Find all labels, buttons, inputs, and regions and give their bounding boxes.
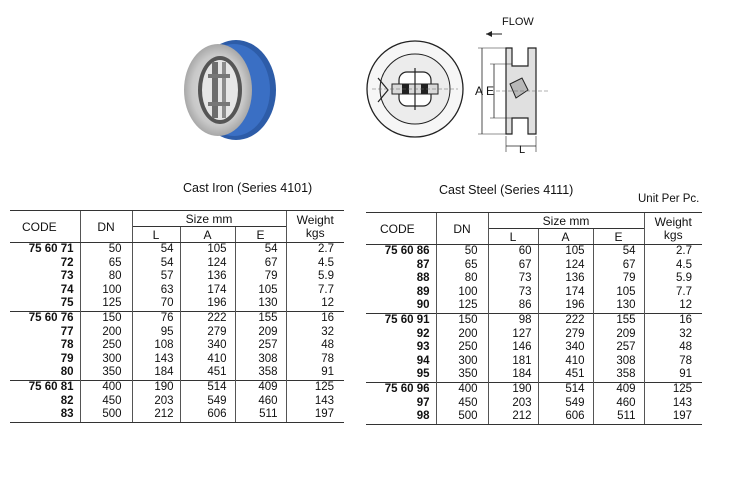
valve-front-view-drawing	[364, 38, 466, 140]
row-dn: 500	[436, 410, 488, 424]
table-row	[10, 311, 344, 325]
row-l: 63	[132, 284, 180, 298]
table-row	[366, 286, 702, 300]
table-row	[10, 243, 344, 257]
row-e: 511	[593, 410, 644, 424]
row-code: 75 60 86	[384, 245, 430, 258]
row-e: 67	[235, 257, 286, 271]
table-row	[366, 259, 702, 273]
row-l: 57	[132, 270, 180, 284]
table-row	[366, 313, 702, 327]
weight-header-line1: Weight	[296, 212, 334, 227]
row-dn: 300	[436, 355, 488, 369]
row-weight: 197	[644, 410, 702, 424]
row-dn: 125	[80, 297, 132, 311]
row-weight: 32	[286, 326, 344, 340]
row-l: 73	[488, 272, 538, 286]
row-weight: 48	[286, 339, 344, 353]
row-code: 95	[416, 368, 430, 381]
row-e: 511	[235, 408, 286, 422]
row-code: 79	[60, 352, 74, 365]
weight-header-line1: Weight	[654, 214, 692, 229]
row-e: 409	[235, 380, 286, 394]
table-row	[10, 380, 344, 394]
row-l: 146	[488, 341, 538, 355]
table-row	[10, 353, 344, 367]
row-l: 212	[132, 408, 180, 422]
row-l: 76	[132, 311, 180, 325]
row-dn: 450	[80, 395, 132, 409]
row-e: 105	[235, 284, 286, 298]
row-e: 130	[235, 297, 286, 311]
row-e: 209	[593, 328, 644, 342]
row-a: 222	[180, 311, 235, 325]
size-header: Size mm	[488, 213, 644, 229]
row-weight: 48	[644, 341, 702, 355]
dimension-a-label: A	[475, 84, 484, 98]
flow-label: FLOW	[502, 16, 534, 28]
row-dn: 350	[436, 368, 488, 382]
row-code: 98	[366, 410, 436, 424]
row-code: 82	[60, 394, 74, 407]
row-e: 130	[593, 299, 644, 313]
row-l: 54	[132, 257, 180, 271]
row-l: 54	[132, 243, 180, 257]
row-dn: 350	[80, 366, 132, 380]
table-row	[366, 245, 702, 259]
row-code: 75	[60, 297, 74, 310]
cast-iron-table	[10, 210, 344, 423]
row-e: 54	[235, 243, 286, 257]
dimension-l-label: L	[519, 144, 526, 156]
row-code: 75 60 76	[10, 311, 80, 325]
cast-steel-table	[366, 212, 702, 425]
row-e: 209	[235, 326, 286, 340]
row-a: 222	[538, 313, 593, 327]
row-weight: 2.7	[286, 243, 344, 257]
row-a: 196	[538, 299, 593, 313]
row-a: 105	[180, 243, 235, 257]
row-l: 86	[488, 299, 538, 313]
table-row	[366, 341, 702, 355]
row-weight: 197	[286, 408, 344, 422]
row-dn: 50	[436, 245, 488, 259]
l-header: L	[488, 229, 538, 245]
row-a: 174	[180, 284, 235, 298]
table-row	[10, 366, 344, 380]
row-code: 92	[416, 327, 430, 340]
row-l: 60	[488, 245, 538, 259]
dn-header: DN	[80, 211, 132, 243]
row-dn: 400	[436, 382, 488, 396]
row-e: 308	[235, 353, 286, 367]
row-weight: 4.5	[286, 257, 344, 271]
a-header: A	[538, 229, 593, 245]
row-l: 190	[132, 380, 180, 394]
row-l: 73	[488, 286, 538, 300]
row-code: 74	[60, 283, 74, 296]
row-weight: 91	[644, 368, 702, 382]
cast-steel-title: Cast Steel (Series 4111)	[439, 183, 574, 197]
row-code: 73	[60, 270, 74, 283]
weight-header-line2: kgs	[305, 225, 325, 240]
table-row	[366, 355, 702, 369]
row-a: 606	[180, 408, 235, 422]
row-dn: 80	[80, 270, 132, 284]
e-header: E	[593, 229, 644, 245]
row-l: 127	[488, 328, 538, 342]
row-dn: 400	[80, 380, 132, 394]
a-header: A	[180, 227, 235, 243]
row-dn: 250	[80, 339, 132, 353]
row-code: 80	[60, 366, 74, 379]
dimension-e-label: E	[486, 84, 495, 98]
row-dn: 150	[436, 313, 488, 327]
table-row	[366, 328, 702, 342]
row-a: 136	[538, 272, 593, 286]
row-e: 409	[593, 382, 644, 396]
row-code: 83	[10, 408, 80, 422]
row-a: 606	[538, 410, 593, 424]
row-a: 279	[180, 326, 235, 340]
table-row	[10, 257, 344, 271]
row-l: 212	[488, 410, 538, 424]
row-e: 358	[593, 368, 644, 382]
row-e: 257	[235, 339, 286, 353]
row-a: 136	[180, 270, 235, 284]
row-a: 549	[538, 397, 593, 411]
row-weight: 12	[644, 299, 702, 313]
row-e: 257	[593, 341, 644, 355]
row-l: 184	[488, 368, 538, 382]
row-weight: 16	[644, 313, 702, 327]
table-row	[10, 408, 344, 422]
row-l: 108	[132, 339, 180, 353]
row-a: 279	[538, 328, 593, 342]
row-code: 87	[416, 258, 430, 271]
row-code: 90	[416, 299, 430, 312]
row-e: 155	[235, 311, 286, 325]
row-e: 105	[593, 286, 644, 300]
row-l: 190	[488, 382, 538, 396]
table-row	[366, 272, 702, 286]
row-weight: 32	[644, 328, 702, 342]
row-weight: 5.9	[644, 272, 702, 286]
row-weight: 91	[286, 366, 344, 380]
row-l: 203	[488, 397, 538, 411]
row-weight: 5.9	[286, 270, 344, 284]
row-dn: 125	[436, 299, 488, 313]
row-e: 460	[235, 395, 286, 409]
row-a: 410	[538, 355, 593, 369]
row-dn: 300	[80, 353, 132, 367]
size-header: Size mm	[132, 211, 286, 227]
row-e: 67	[593, 259, 644, 273]
row-weight: 7.7	[644, 286, 702, 300]
row-l: 143	[132, 353, 180, 367]
row-a: 451	[538, 368, 593, 382]
row-a: 514	[180, 380, 235, 394]
row-code: 72	[60, 256, 74, 269]
row-e: 79	[593, 272, 644, 286]
row-code: 75 60 81	[10, 380, 80, 394]
row-code: 97	[416, 396, 430, 409]
row-a: 174	[538, 286, 593, 300]
table-row	[10, 270, 344, 284]
table-row	[366, 382, 702, 396]
table-row	[10, 326, 344, 340]
row-e: 79	[235, 270, 286, 284]
row-weight: 143	[644, 397, 702, 411]
row-dn: 100	[436, 286, 488, 300]
row-a: 124	[538, 259, 593, 273]
e-header: E	[235, 227, 286, 243]
row-dn: 150	[80, 311, 132, 325]
row-a: 410	[180, 353, 235, 367]
row-code: 89	[416, 285, 430, 298]
weight-header-line2: kgs	[663, 227, 683, 242]
row-weight: 143	[286, 395, 344, 409]
row-e: 460	[593, 397, 644, 411]
row-a: 340	[538, 341, 593, 355]
row-a: 105	[538, 245, 593, 259]
row-code: 75 60 96	[366, 382, 436, 396]
row-dn: 65	[436, 259, 488, 273]
row-dn: 450	[436, 397, 488, 411]
table-row	[366, 368, 702, 382]
row-weight: 2.7	[644, 245, 702, 259]
row-dn: 250	[436, 341, 488, 355]
row-weight: 125	[644, 382, 702, 396]
weight-header	[286, 211, 344, 243]
code-header: CODE	[10, 211, 80, 243]
code-header: CODE	[366, 213, 436, 245]
row-l: 70	[132, 297, 180, 311]
l-header: L	[132, 227, 180, 243]
table-row	[366, 299, 702, 313]
row-dn: 80	[436, 272, 488, 286]
table-row	[10, 284, 344, 298]
dn-header: DN	[436, 213, 488, 245]
row-a: 196	[180, 297, 235, 311]
row-e: 54	[593, 245, 644, 259]
table-row	[10, 339, 344, 353]
valve-photo	[178, 38, 278, 142]
row-dn: 65	[80, 257, 132, 271]
row-l: 95	[132, 326, 180, 340]
row-l: 67	[488, 259, 538, 273]
row-code: 78	[60, 339, 74, 352]
row-code: 94	[416, 354, 430, 367]
table-row	[366, 397, 702, 411]
row-code: 75 60 91	[366, 313, 436, 327]
weight-header	[644, 213, 702, 245]
row-l: 98	[488, 313, 538, 327]
row-weight: 7.7	[286, 284, 344, 298]
row-l: 181	[488, 355, 538, 369]
row-dn: 100	[80, 284, 132, 298]
table-row	[10, 297, 344, 311]
table-row	[10, 395, 344, 409]
row-weight: 16	[286, 311, 344, 325]
row-e: 358	[235, 366, 286, 380]
row-e: 155	[593, 313, 644, 327]
row-code: 75 60 71	[28, 243, 74, 256]
row-code: 88	[416, 272, 430, 285]
cast-iron-title: Cast Iron (Series 4101)	[183, 181, 313, 195]
row-dn: 500	[80, 408, 132, 422]
row-a: 549	[180, 395, 235, 409]
row-dn: 200	[436, 328, 488, 342]
row-weight: 12	[286, 297, 344, 311]
row-a: 124	[180, 257, 235, 271]
row-dn: 50	[80, 243, 132, 257]
table-row	[366, 410, 702, 424]
row-a: 340	[180, 339, 235, 353]
unit-note: Unit Per Pc.	[638, 193, 700, 205]
row-weight: 78	[644, 355, 702, 369]
row-l: 184	[132, 366, 180, 380]
row-weight: 78	[286, 353, 344, 367]
row-code: 77	[60, 325, 74, 338]
row-dn: 200	[80, 326, 132, 340]
row-e: 308	[593, 355, 644, 369]
row-weight: 125	[286, 380, 344, 394]
row-code: 93	[416, 341, 430, 354]
row-weight: 4.5	[644, 259, 702, 273]
row-l: 203	[132, 395, 180, 409]
row-a: 514	[538, 382, 593, 396]
row-a: 451	[180, 366, 235, 380]
